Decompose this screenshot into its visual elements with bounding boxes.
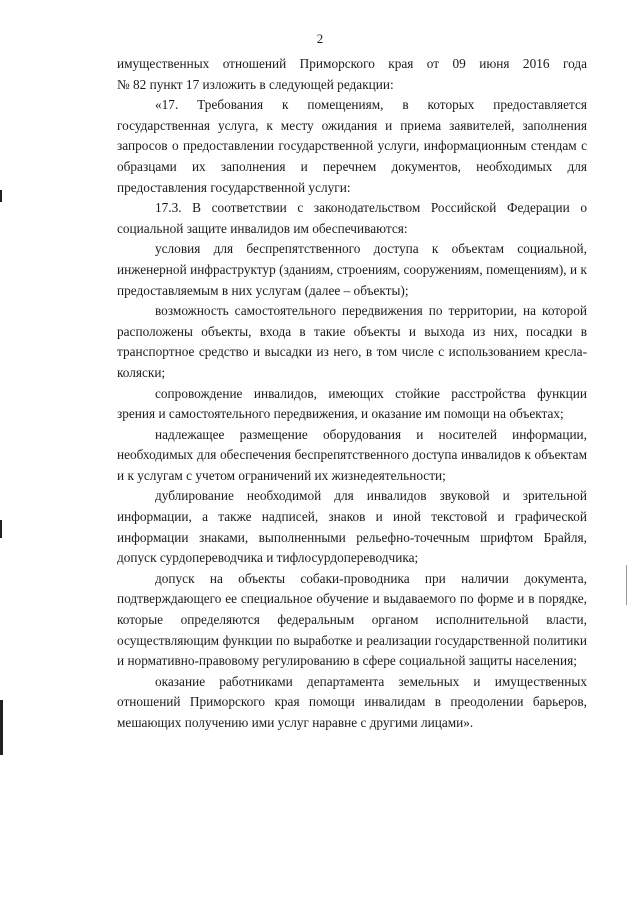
paragraph-escort: сопровождение инвалидов, имеющих стойкие расстройства функции зрения и самостоятельного передвижения, и оказание им помощи на объектах;: [117, 385, 587, 422]
intro-line-1: имущественных отношений Приморского края от 09 июня 2016 года: [117, 56, 587, 71]
paragraph-staff-help: оказание работниками департамента земельных и имущественных отношений Приморского края помощи инвалидам в преодолении барьеров, мешающих получению ими услуг наравне с другими лицами».: [117, 673, 587, 730]
document-body: [117, 54, 587, 734]
paragraph-guide-dog: допуск на объекты собаки-проводника при наличии документа, подтверждающего ее специальное обучение и выдаваемого по форме и в порядке, которые определяются федеральным органом исполнительной власти, осуществляющим функции по выработке и реализации государственной политики и нормативно-правовому регулированию в сфере социальной защиты населения;: [117, 570, 587, 669]
intro-line-2: № 82 пункт 17 изложить в следующей редакции:: [117, 76, 394, 92]
scan-edge-mark: [0, 520, 2, 538]
scan-edge-mark: [626, 565, 627, 605]
page-number: 2: [316, 31, 324, 46]
paragraph-access-conditions: условия для беспрепятственного доступа к объектам социальной, инженерной инфраструктур (зданиям, строениям, сооружениям, помещениям), и к предоставляемым в них услугам (далее – объекты);: [117, 241, 587, 298]
scan-edge-mark: [0, 190, 2, 202]
paragraph-equipment: надлежащее размещение оборудования и носителей информации, необходимых для обеспечения беспрепятственного доступа инвалидов к объектам и к услугам с учетом ограничений их жизнедеятельности;: [117, 426, 587, 483]
paragraph-17: «17. Требования к помещениям, в которых предоставляется государственная услуга, к месту ожидания и приема заявителей, заполнения запросов о предоставлении государственной услуги, информационным стендам с образцами их заполнения и перечнем документов, необходимых для предоставления государственной услуги:: [117, 97, 587, 195]
paragraph-duplication: дублирование необходимой для инвалидов звуковой и зрительной информации, а также надписей, знаков и иной текстовой и графической информации знаками, выполненными рельефно-точечным шрифтом Брайля, допуск сурдопереводчика и тифлосурдопереводчика;: [117, 488, 587, 566]
paragraph-movement: возможность самостоятельного передвижения по территории, на которой расположены объекты, входа в такие объекты и выхода из них, посадки в транспортное средство и высадки из него, в том числе с использованием кресла-коляски;: [117, 303, 587, 380]
scan-edge-mark: [0, 700, 3, 755]
paragraph-17-3: 17.3. В соответствии с законодательством Российской Федерации о социальной защите инвалидов им обеспечиваются:: [117, 200, 587, 236]
